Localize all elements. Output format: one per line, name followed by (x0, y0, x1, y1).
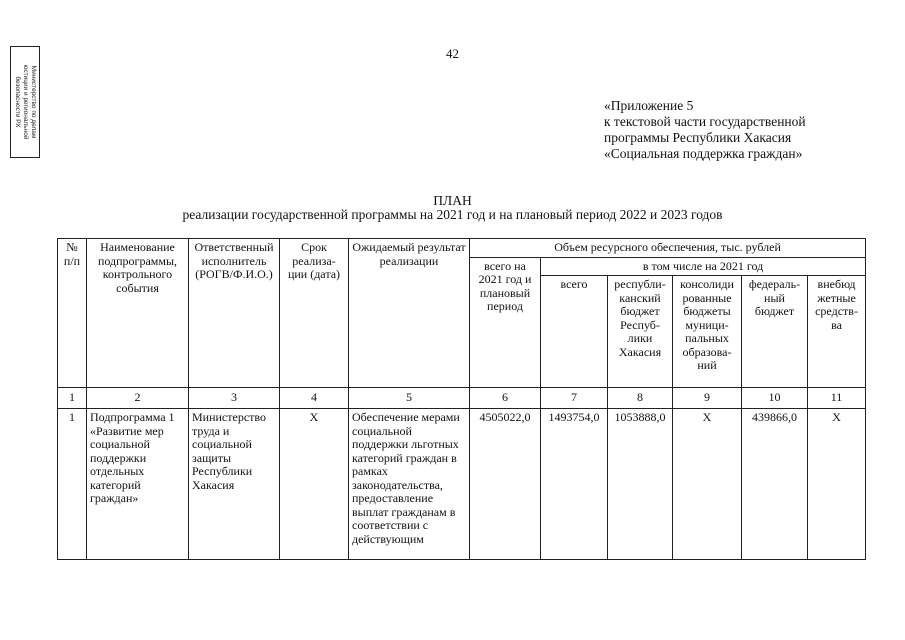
appendix-line: «Приложение 5 (604, 98, 694, 113)
header-name: Наименование подпрограммы, контрольного события (87, 239, 189, 388)
column-number: 1 (58, 388, 87, 409)
header-responsible: Ответственный исполнитель (РОГВ/Ф.И.О.) (189, 239, 280, 388)
cell-deadline: X (280, 409, 349, 560)
header-republic: республи-канский бюджет Респуб-лики Хакасия (608, 276, 673, 388)
registration-stamp (10, 46, 40, 158)
header-total: всего на 2021 год и плановый период (470, 257, 541, 388)
cell-municipal: X (673, 409, 742, 560)
header-deadline: Срок реализа-ции (дата) (280, 239, 349, 388)
stamp-text (13, 64, 37, 139)
column-number: 5 (349, 388, 470, 409)
appendix-line: «Социальная поддержка граждан» (604, 146, 803, 161)
column-number: 9 (673, 388, 742, 409)
cell-republic: 1053888,0 (608, 409, 673, 560)
appendix-line: программы Республики Хакасия (604, 130, 792, 145)
cell-extra: X (808, 409, 866, 560)
column-number: 2 (87, 388, 189, 409)
header-extra: внебюд жетные средств-ва (808, 276, 866, 388)
cell-name: Подпрограмма 1 «Развитие мер социальной поддержки отдельных категорий граждан» (87, 409, 189, 560)
header-resources: Объем ресурсного обеспечения, тыс. рублей (470, 239, 866, 258)
cell-no: 1 (58, 409, 87, 560)
header-sub-total: всего (541, 276, 608, 388)
page-number: 42 (446, 46, 459, 61)
cell-result: Обеспечение мерами социальной поддержки льготных категорий граждан в рамках законодательства, предоставление выплат гражданам в соответствии с действующим (349, 409, 470, 560)
cell-responsible: Министерство труда и социальной защиты Республики Хакасия (189, 409, 280, 560)
column-number: 6 (470, 388, 541, 409)
stamp-line: юстиции и региональной (22, 64, 29, 140)
column-number: 7 (541, 388, 608, 409)
header-federal: федераль-ный бюджет (742, 276, 808, 388)
column-number-row (58, 388, 866, 409)
appendix-line: к текстовой части государственной (604, 114, 806, 129)
cell-sub-total: 1493754,0 (541, 409, 608, 560)
column-number: 8 (608, 388, 673, 409)
header-incl-2021: в том числе на 2021 год (541, 257, 866, 276)
cell-total: 4505022,0 (470, 409, 541, 560)
plan-subtitle: реализации государственной программы на 2021 год и на плановый период 2022 и 2023 годов (182, 207, 723, 222)
column-number: 11 (808, 388, 866, 409)
appendix-note (604, 98, 806, 162)
plan-table (57, 238, 866, 560)
column-number: 4 (280, 388, 349, 409)
header-no: № п/п (58, 239, 87, 388)
table-row (58, 409, 866, 560)
stamp-line: Министерство по делам (30, 65, 37, 139)
cell-federal: 439866,0 (742, 409, 808, 560)
stamp-line: безопасности РХ (14, 76, 21, 128)
column-number: 10 (742, 388, 808, 409)
header-municipal: консолиди рованные бюджеты муници-пальных образова-ний (673, 276, 742, 388)
column-number: 3 (189, 388, 280, 409)
plan-title: ПЛАН (433, 193, 472, 208)
header-result: Ожидаемый результат реализации (349, 239, 470, 388)
